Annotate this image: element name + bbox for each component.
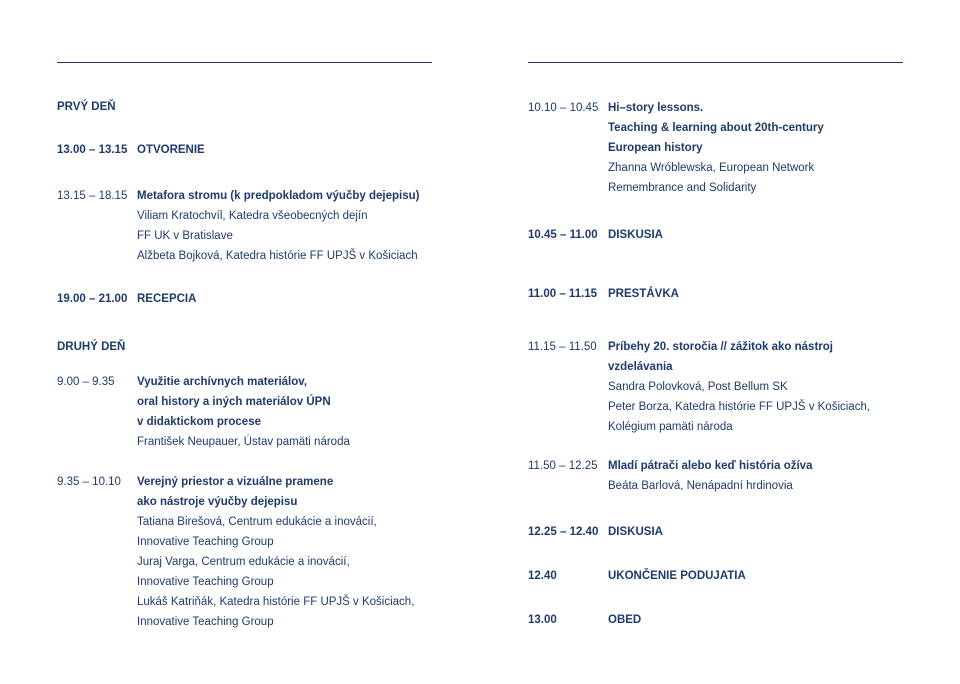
speaker-line: Remembrance and Solidarity	[608, 182, 757, 194]
speaker-line: Juraj Varga, Centrum edukácie a inovácií,	[137, 556, 350, 568]
speaker-line: Innovative Teaching Group	[137, 536, 274, 548]
speaker-line: Lukáš Katriňák, Katedra histórie FF UPJŠ v Košiciach,	[137, 596, 415, 608]
session-title: PRESTÁVKA	[608, 288, 679, 300]
session-time: 9.00 – 9.35	[57, 376, 115, 388]
session-time: 11.00 – 11.15	[528, 288, 598, 300]
session-title: OTVORENIE	[137, 144, 205, 156]
day-one-heading: PRVÝ DEŇ	[57, 101, 116, 113]
session-title: vzdelávania	[608, 361, 673, 373]
session-title: DISKUSIA	[608, 229, 663, 241]
session-title: ako nástroje výučby dejepisu	[137, 496, 298, 508]
session-time: 13.15 – 18.15	[57, 190, 128, 202]
left-divider	[57, 62, 432, 63]
session-title: v didaktickom procese	[137, 416, 261, 428]
speaker-line: Zhanna Wróblewska, European Network	[608, 162, 815, 174]
session-title: UKONČENIE PODUJATIA	[608, 570, 746, 582]
session-title: DISKUSIA	[608, 526, 663, 538]
speaker-line: František Neupauer, Ústav pamäti národa	[137, 436, 350, 448]
session-time: 13.00 – 13.15	[57, 144, 128, 156]
session-time: 12.40	[528, 570, 557, 582]
session-title: Verejný priestor a vizuálne pramene	[137, 476, 334, 488]
session-time: 19.00 – 21.00	[57, 293, 128, 305]
session-time: 9.35 – 10.10	[57, 476, 121, 488]
speaker-line: Tatiana Birešová, Centrum edukácie a inovácií,	[137, 516, 377, 528]
session-time: 10.45 – 11.00	[528, 229, 598, 241]
session-time: 11.15 – 11.50	[528, 341, 597, 353]
session-title: Mladí pátrači alebo keď história ožíva	[608, 460, 813, 472]
session-title: Metafora stromu (k predpokladom výučby dejepisu)	[137, 190, 420, 202]
day-two-heading: DRUHÝ DEŇ	[57, 341, 126, 353]
session-title: RECEPCIA	[137, 293, 197, 305]
session-title: European history	[608, 142, 703, 154]
session-title: OBED	[608, 614, 642, 626]
speaker-line: Kolégium pamäti národa	[608, 421, 733, 433]
session-time: 13.00	[528, 614, 557, 626]
session-title: Teaching & learning about 20th-century	[608, 122, 824, 134]
right-divider	[528, 62, 903, 63]
session-time: 10.10 – 10.45	[528, 102, 599, 114]
speaker-line: Innovative Teaching Group	[137, 576, 274, 588]
speaker-line: Beáta Barlová, Nenápadní hrdinovia	[608, 480, 793, 492]
session-title: oral history a iných materiálov ÚPN	[137, 396, 331, 408]
session-title: Hi–story lessons.	[608, 102, 704, 114]
speaker-line: Innovative Teaching Group	[137, 616, 274, 628]
session-time: 12.25 – 12.40	[528, 526, 599, 538]
speaker-line: Alžbeta Bojková, Katedra histórie FF UPJŠ v Košiciach	[137, 250, 418, 262]
speaker-line: Viliam Kratochvíl, Katedra všeobecných dejín	[137, 210, 368, 222]
speaker-line: Sandra Polovková, Post Bellum SK	[608, 381, 788, 393]
session-time: 11.50 – 12.25	[528, 460, 598, 472]
session-title: Využitie archívnych materiálov,	[137, 376, 308, 388]
session-title: Príbehy 20. storočia // zážitok ako nástroj	[608, 341, 833, 353]
speaker-line: FF UK v Bratislave	[137, 230, 233, 242]
speaker-line: Peter Borza, Katedra histórie FF UPJŠ v Košiciach,	[608, 401, 871, 413]
